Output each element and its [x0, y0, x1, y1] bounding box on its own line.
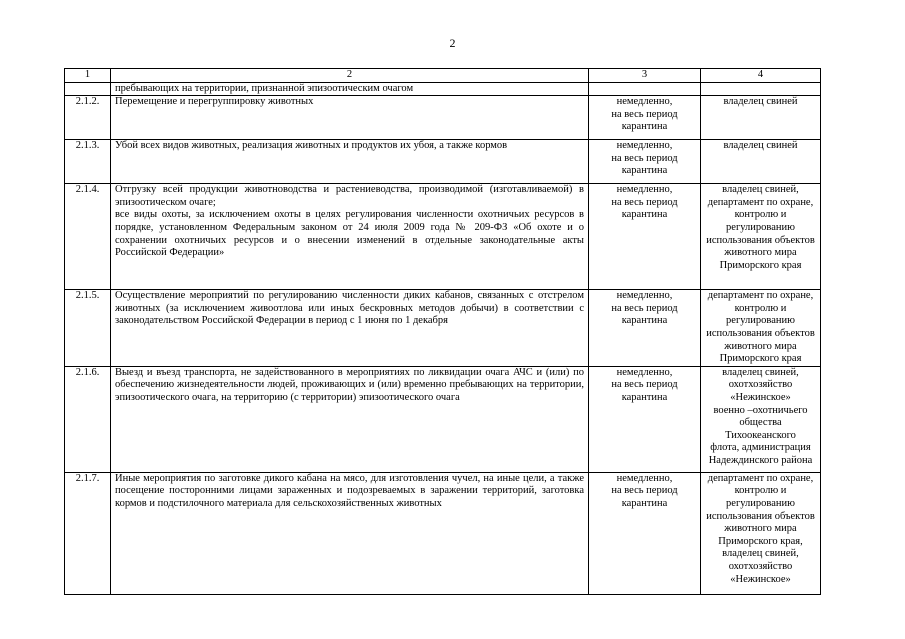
- row-text: Иные мероприятия по заготовке дикого кабана на мясо, для изготовления чучел, на иные цели, а также посещение посторонними лицами зараженных и подозреваемых в заражении территорий, заготовка кормов и подстилочного материала для сельскохозяйственных животных: [111, 472, 589, 594]
- row-number: 2.1.7.: [65, 472, 111, 594]
- row-responsible: департамент по охране, контролю и регулированию использования объектов животного мира Приморского края, владелец свиней, охотхозяйство «Нежинское»: [701, 472, 821, 594]
- row-term: немедленно, на весь период карантина: [589, 366, 701, 472]
- row-term: немедленно, на весь период карантина: [589, 96, 701, 140]
- table-row: [65, 140, 821, 184]
- row-term: немедленно, на весь период карантина: [589, 290, 701, 367]
- row-number: 2.1.4.: [65, 184, 111, 290]
- column-header: 4: [701, 69, 821, 83]
- column-header: 3: [589, 69, 701, 83]
- row-number: 2.1.2.: [65, 96, 111, 140]
- row-text: Отгрузку всей продукции животноводства и растениеводства, производимой (изготавливаемой) в эпизоотическом очаге; все виды охоты, за исключением охоты в целях регулирования численности охотничьих ресурсов в порядке, установленном Федеральным законом от 24 июля 2009 года № 209-ФЗ «Об охоте и о сохранении охотничьих ресурсов и о внесении изменений в отдельные законодательные акты Российской Федерации»: [111, 184, 589, 290]
- row-term: немедленно, на весь период карантина: [589, 140, 701, 184]
- row-number: 2.1.3.: [65, 140, 111, 184]
- row-number: 2.1.5.: [65, 290, 111, 367]
- column-header: 1: [65, 69, 111, 83]
- table-row: [65, 472, 821, 594]
- row-text: Выезд и въезд транспорта, не задействованного в мероприятиях по ликвидации очага АЧС и (или) по обеспечению жизнедеятельности людей, проживающих и (или) временно пребывающих на территории, эпизоотического очага, на территорию (с территории) эпизоотического очага: [111, 366, 589, 472]
- row-term: немедленно, на весь период карантина: [589, 472, 701, 594]
- measures-table: [64, 68, 821, 595]
- table-row: [65, 96, 821, 140]
- row-responsible: владелец свиней, охотхозяйство «Нежинское» военно –охотничьего общества Тихоокеанского флота, администрация Надеждинского района: [701, 366, 821, 472]
- row-text: Убой всех видов животных, реализация животных и продуктов их убоя, а также кормов: [111, 140, 589, 184]
- table-header-row: [65, 69, 821, 83]
- table-row: [65, 290, 821, 367]
- row-number: 2.1.6.: [65, 366, 111, 472]
- row-responsible: владелец свиней: [701, 140, 821, 184]
- row-text: Перемещение и перегруппировку животных: [111, 96, 589, 140]
- row-responsible: владелец свиней, департамент по охране, контролю и регулированию использования объектов животного мира Приморского края: [701, 184, 821, 290]
- table-row: [65, 184, 821, 290]
- row-text: Осуществление мероприятий по регулированию численности диких кабанов, связанных с отстрелом животных (за исключением живоотлова или иных бескровных методов добычи) в соответствии с законодательством Российской Федерации в период с 1 июня по 1 декабря: [111, 290, 589, 367]
- table-row: [65, 366, 821, 472]
- page-number: 2: [449, 36, 456, 50]
- row-term: немедленно, на весь период карантина: [589, 184, 701, 290]
- row-responsible: департамент по охране, контролю и регулированию использования объектов животного мира Приморского края: [701, 290, 821, 367]
- continuation-row: [65, 82, 821, 96]
- column-header: 2: [111, 69, 589, 83]
- continuation-text: пребывающих на территории, признанной эпизоотическим очагом: [111, 82, 589, 96]
- row-responsible: владелец свиней: [701, 96, 821, 140]
